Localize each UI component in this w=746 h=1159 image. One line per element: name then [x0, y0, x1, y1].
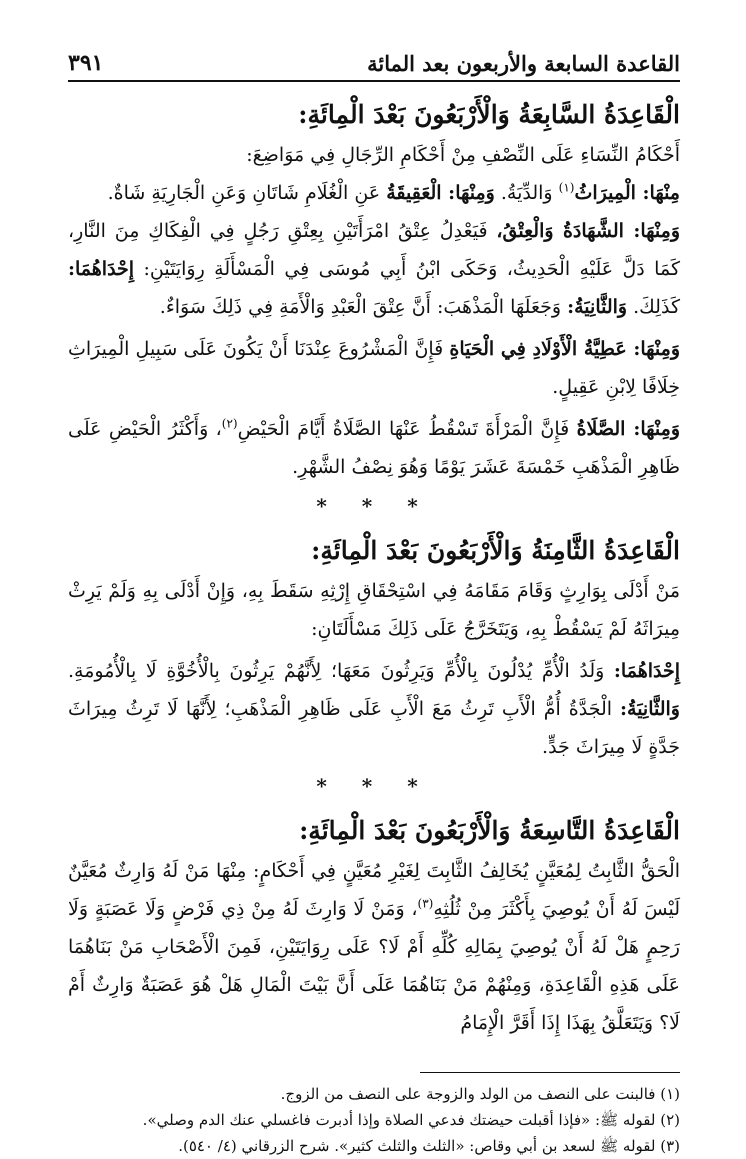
rule-147-paragraph-1	[68, 174, 680, 212]
lead-text: مِنْهَا: الْمِيرَاثُ	[574, 182, 680, 204]
body-text: الْجَدَّةُ أُمُّ الْأَبِ تَرِثُ مَعَ الْأَبِ عَلَى ظَاهِرِ الْمَذْهَبِ؛ لِأَنَّهَا لَا تَرِثُ مِيرَاثَ جَدَّةٍ لَا مِيرَاثَ جَدٍّ.	[68, 698, 680, 758]
body-text: ، وَمَنْ لَا وَارِثَ لَهُ مِنْ ذِي فَرْضٍ وَلَا عَصَبَةٍ وَلَا رَحِمٍ هَلْ لَهُ أَنْ يُوصِيَ بِمَالِهِ كُلِّهِ أَمْ لَا؟ عَلَى رِوَايَتَيْنِ، فَمِنَ الْأَصْحَابِ مَنْ بَنَاهُمَا عَلَى هَذِهِ الْقَاعِدَةِ، وَمِنْهُمْ مَنْ بَنَاهُمَا عَلَى أَنَّ بَيْتَ الْمَالِ هَلْ هُوَ عَصَبَةٌ وَارِثٌ أَمْ لَا؟ وَيَتَعَلَّقُ بِهَذَا إِذَا أَقَرَّ الْإِمَامُ	[68, 898, 680, 1034]
body-text: فَإِنَّ الْمَشْرُوعَ عِنْدَنَا أَنْ يَكُونَ عَلَى سَبِيلِ الْمِيرَاثِ خِلَافًا لِابْنِ عَقِيلٍ.	[68, 338, 680, 398]
rule-147-heading: الْقَاعِدَةُ السَّابِعَةُ وَالْأَرْبَعُونَ بَعْدَ الْمِائَةِ:	[298, 100, 680, 129]
lead-text: وَالثَّانِيَةُ:	[567, 296, 628, 318]
body-text: وَالدِّيَةُ.	[494, 182, 559, 204]
lead-text: إِحْدَاهُمَا:	[68, 258, 135, 280]
rule-147-intro: أَحْكَامُ النِّسَاءِ عَلَى النِّصْفِ مِنْ أَحْكَامِ الرِّجَالِ فِي مَوَاضِعَ:	[246, 144, 680, 166]
footnote-ref[interactable]: (٣)	[417, 896, 434, 911]
section-separator: * * *	[316, 494, 432, 518]
lead-text: وَمِنْهَا: عَطِيَّةُ الْأَوْلَادِ فِي الْحَيَاةِ	[449, 338, 681, 360]
lead-text: وَالثَّانِيَةُ:	[620, 698, 680, 720]
rule-147-paragraph-3	[68, 330, 680, 406]
rule-147-paragraph-2	[68, 212, 680, 326]
body-text: كَذَلِكَ.	[627, 296, 680, 318]
running-title: القاعدة السابعة والأربعون بعد المائة	[367, 51, 680, 76]
page-header	[68, 40, 680, 76]
body-text: وَجَعَلَهَا الْمَذْهَبَ: أَنَّ عِتْقَ الْعَبْدِ وَالْأَمَةِ فِي ذَلِكَ سَوَاءٌ.	[159, 296, 568, 318]
lead-text: وَمِنْهَا: الْعَقِيقَةُ	[386, 182, 495, 204]
body-text: الْحَقُّ الثَّابِتُ لِمُعَيَّنٍ يُخَالِفُ الثَّابِتَ لِغَيْرِ مُعَيَّنٍ فِي أَحْكَامٍ: مِنْهَا مَنْ لَهُ وَارِثٌ مُعَيَّنٌ لَيْسَ لَهُ أَنْ يُوصِيَ بِأَكْثَرَ مِنْ ثُلُثِهِ	[68, 860, 681, 920]
lead-text: وَمِنْهَا: الصَّلَاةُ	[576, 418, 680, 440]
header-rule	[68, 80, 680, 82]
rule-148-paragraph-1: مَنْ أَدْلَى بِوَارِثٍ وَقَامَ مَقَامَهُ فِي اسْتِحْقَاقِ إِرْثِهِ سَقَطَ بِهِ، وَإِنْ أَدْلَى بِهِ وَلَمْ يَرِثْ مِيرَاثَهُ لَمْ يَسْقُطْ بِهِ، وَيَتَخَرَّجُ عَلَى ذَلِكَ مَسْأَلَتَانِ:	[68, 580, 680, 640]
rule-147-paragraph-4	[68, 410, 680, 486]
rule-149-heading: الْقَاعِدَةُ التَّاسِعَةُ وَالْأَرْبَعُونَ بَعْدَ الْمِائَةِ:	[299, 816, 680, 845]
footnote-3: (٣) لقوله ﷺ لسعد بن أبي وقاص: «الثلث والثلث كثير». شرح الزرقاني (٤/ ٥٤٠).	[178, 1137, 680, 1155]
body-text: وَلَدُ الْأُمِّ يُدْلُونَ بِالْأُمِّ وَيَرِثُونَ مَعَهَا؛ لِأَنَّهُمْ يَرِثُونَ بِالْأُخُوَّةِ لَا بِالْأُمُومَةِ.	[68, 660, 614, 682]
rule-149-paragraph-1	[68, 852, 680, 1042]
footnote-1: (١) فالبنت على النصف من الولد والزوجة على النصف من الزوج.	[280, 1085, 680, 1103]
rule-148-paragraph-2	[68, 652, 680, 766]
lead-text: إِحْدَاهُمَا:	[613, 660, 680, 682]
footnote-2: (٢) لقوله ﷺ: «فإذا أقبلت حيضتك فدعي الصلاة وإذا أدبرت فاغسلي عنك الدم وصلي».	[142, 1111, 680, 1129]
body-text: فَإِنَّ الْمَرْأَةَ تَسْقُطُ عَنْهَا الصَّلَاةُ أَيَّامَ الْحَيْضِ	[237, 418, 577, 440]
section-separator: * * *	[316, 774, 432, 798]
footnote-ref[interactable]: (٢)	[221, 416, 238, 431]
footnote-ref[interactable]: (١)	[558, 180, 575, 195]
rule-148-heading: الْقَاعِدَةُ الثَّامِنَةُ وَالْأَرْبَعُونَ بَعْدَ الْمِائَةِ:	[311, 536, 680, 565]
page-number: ٣٩١	[68, 50, 104, 76]
body-text: فَيَعْدِلُ عِتْقُ امْرَأَتَيْنِ بِعِتْقِ رَجُلٍ فِي الْفِكَاكِ مِنَ النَّارِ، كَمَا دَلَّ عَلَيْهِ الْحَدِيثُ، وَحَكَى ابْنُ أَبِي مُوسَى فِي الْمَسْأَلَةِ رِوَايَتَيْنِ:	[68, 220, 680, 280]
body-text: ، وَأَكْثَرُ الْحَيْضِ عَلَى ظَاهِرِ الْمَذْهَبِ خَمْسَةَ عَشَرَ يَوْمًا وَهُوَ نِصْفُ الشَّهْرِ.	[68, 418, 680, 478]
footnote-rule	[420, 1072, 680, 1073]
body-text: عَنِ الْغُلَامِ شَاتَانِ وَعَنِ الْجَارِيَةِ شَاةٌ.	[107, 182, 387, 204]
lead-text: وَمِنْهَا: الشَّهَادَةُ وَالْعِتْقُ،	[496, 220, 680, 242]
